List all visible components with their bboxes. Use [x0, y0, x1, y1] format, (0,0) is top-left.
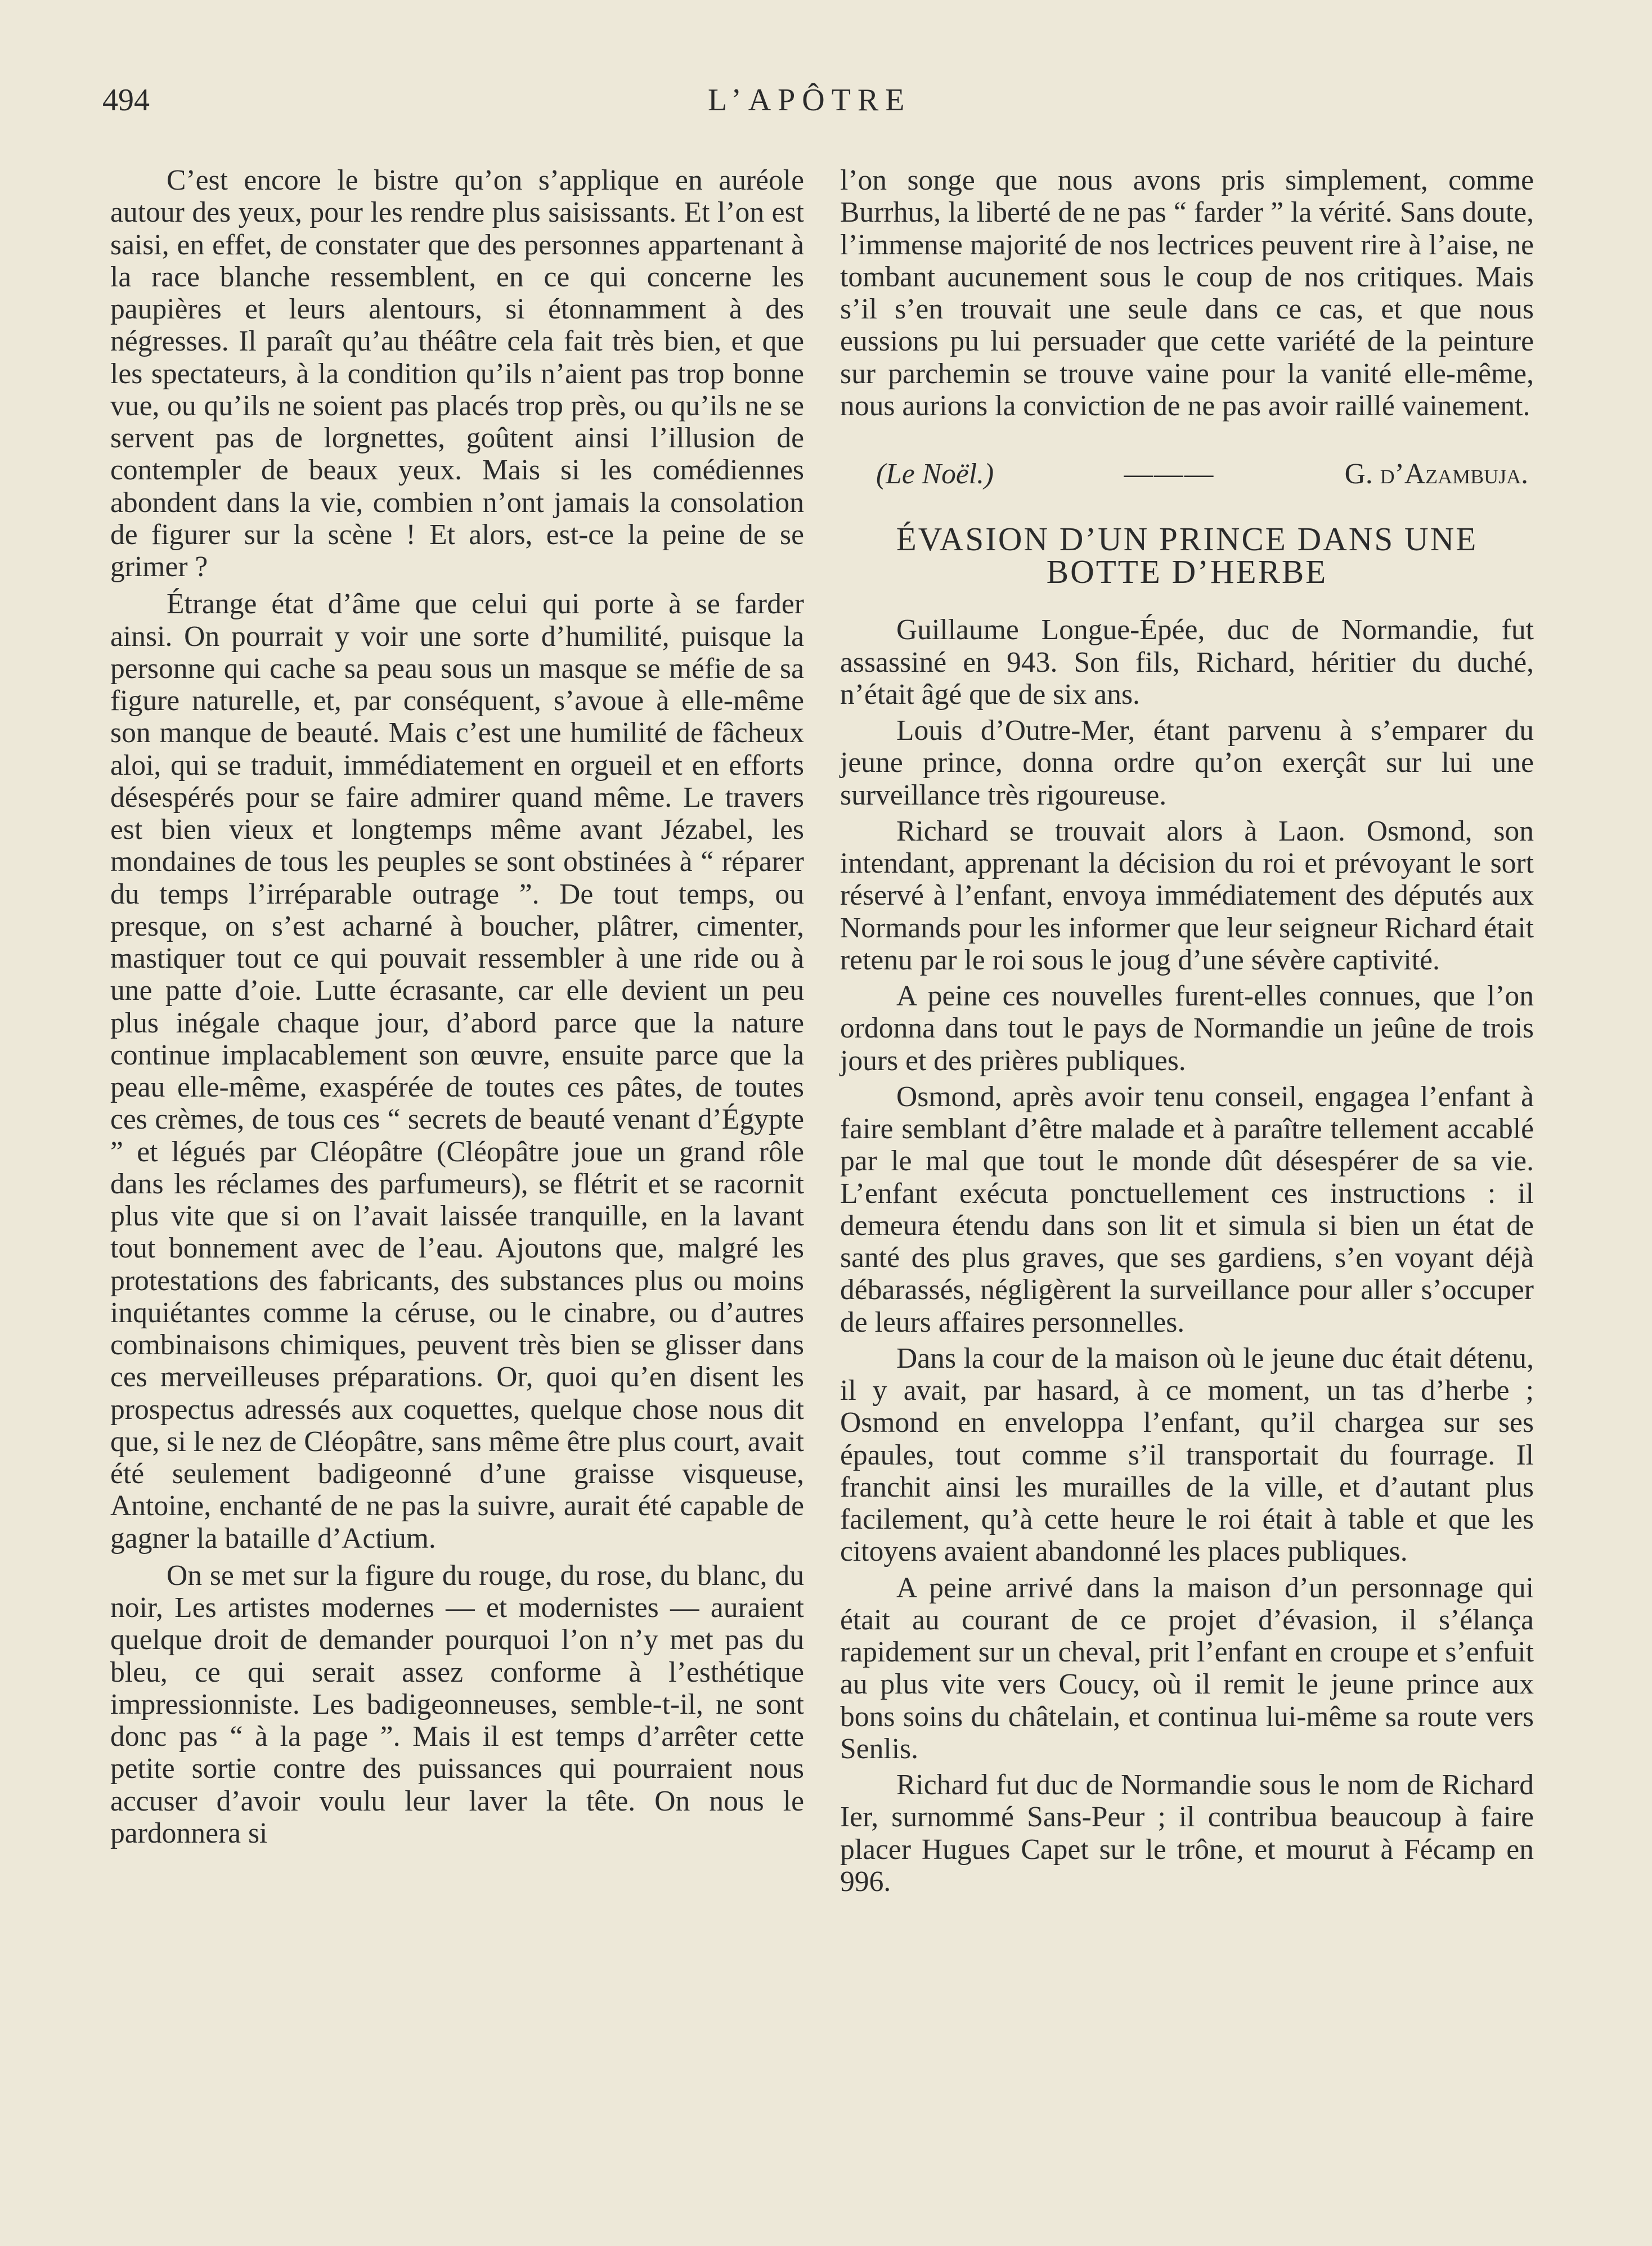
- right-column: [840, 164, 1534, 1898]
- paragraph: Étrange état d’âme que celui qui porte à se farder ainsi. On pourrait y voir une sorte d’humilité, puisque la personne qui cache sa peau sous un masque se méfie de sa figure naturelle, et, par conséquent, s’avoue à elle-même son manque de beauté. Mais c’est une humilité de fâcheux aloi, qui se traduit, immédiatement en orgueil et en efforts désespérés pour se faire admirer quand même. Le travers est bien vieux et longtemps même avant Jézabel, les mondaines de tous les peuples se sont obstinées à “ réparer du temps l’irréparable outrage ”. De tout temps, ou presque, on s’est acharné à boucher, plâtrer, cimenter, mastiquer tout ce qui pouvait ressembler à une ride ou à une patte d’oie. Lutte écrasante, car elle devient un peu plus inégale chaque jour, d’abord parce que la nature continue implacablement son œuvre, ensuite parce que la peau elle-même, exaspérée de toutes ces pâtes, de toutes ces crèmes, de tous ces “ secrets de beauté venant d’Égypte ” et légués par Cléopâtre (Cléopâtre joue un grand rôle dans les réclames des parfumeurs), se flétrit et se racornit plus vite que si on l’avait laissée tranquille, en la lavant tout bonnement avec de l’eau. Ajoutons que, malgré les protestations des fabricants, des substances plus ou moins inquiétantes comme la céruse, ou le cinabre, ou d’autres combinaisons chimiques, peuvent très bien se glisser dans ces merveilleuses préparations. Or, quoi qu’en disent les prospectus adressés aux coquettes, quelque chose nous dit que, si le nez de Cléopâtre, sans même être plus court, avait été seulement badigeonné d’une graisse visqueuse, Antoine, enchanté de ne pas la suivre, aurait été capable de gagner la bataille d’Actium.: [110, 588, 804, 1555]
- paragraph: On se met sur la figure du rouge, du rose, du blanc, du noir, Les artistes modernes — et modernistes — auraient quelque droit de demander pourquoi l’on n’y met pas du bleu, ce qui serait assez conforme à l’esthétique impressionniste. Les badigeonneuses, semble-t-il, ne sont donc pas “ à la page ”. Mais il est temps d’arrêter cette petite sortie contre des puissances qui pourraient nous accuser d’avoir voulu leur laver la tête. On nous le pardonnera si: [110, 1559, 804, 1849]
- paragraph: Louis d’Outre-Mer, étant parvenu à s’emparer du jeune prince, donna ordre qu’on exerçât sur lui une surveillance très rigoureuse.: [840, 715, 1534, 811]
- paragraph: Dans la cour de la maison où le jeune duc était détenu, il y avait, par hasard, à ce moment, un tas d’herbe ; Osmond en enveloppa l’enfant, qu’il chargea sur ses épaules, tout comme s’il transportait du fourrage. Il franchit ainsi les murailles de la ville, et d’autant plus facilement, qu’à cette heure le roi était à table et que les citoyens avaient abandonné les places publiques.: [840, 1342, 1534, 1568]
- article-title: [840, 520, 1534, 591]
- left-column: [110, 164, 804, 1849]
- article-title-line: ÉVASION D’UN PRINCE DANS UNE: [896, 520, 1478, 558]
- paragraph: Osmond, après avoir tenu conseil, engagea l’enfant à faire semblant d’être malade et à paraître tellement accablé par le mal que tout le monde dût désespérer de sa vie. L’enfant exécuta ponctuellement ces instructions : il demeura étendu dans son lit et simula si bien un état de santé des plus graves, que ses gardiens, s’en voyant déjà débarassés, négligèrent la surveillance pour aller s’occuper de leurs affaires personnelles.: [840, 1080, 1534, 1338]
- source-credit: (Le Noël.): [876, 458, 994, 490]
- author-initial: G.: [1344, 458, 1380, 490]
- paragraph: C’est encore le bistre qu’on s’applique en auréole autour des yeux, pour les rendre plus saisissants. Et l’on est saisi, en effet, de constater que des personnes appartenant à la race blanche ressemblent, en ce qui concerne les paupières et leurs alentours, si étonnamment à des négresses. Il paraît qu’au théâtre cela fait très bien, et que les spectateurs, à la condition qu’ils n’aient pas trop bonne vue, ou qu’ils ne soient pas placés trop près, ou qu’ils ne se servent pas de lorgnettes, goûtent ainsi l’illusion de contempler de beaux yeux. Mais si les comédiennes abondent dans la vie, combien n’ont jamais la consolation de figurer sur la scène ! Et alors, est-ce la peine de se grimer ?: [110, 164, 804, 583]
- signature-dash: ———: [1124, 458, 1215, 490]
- paragraph: Richard se trouvait alors à Laon. Osmond, son intendant, apprenant la décision du roi et prévoyant le sort réservé à l’enfant, envoya immédiatement des députés aux Normands pour les informer que leur seigneur Richard était retenu par le roi sous le joug d’une sévère captivité.: [840, 815, 1534, 976]
- author-surname: d’Azambuja.: [1380, 458, 1528, 490]
- paragraph: A peine arrivé dans la maison d’un personnage qui était au courant de ce projet d’évasion, il s’élança rapidement sur un cheval, prit l’enfant en croupe et s’enfuit au plus vite vers Coucy, où il remit le jeune prince aux bons soins du châtelain, et continua lui-même sa route vers Senlis.: [840, 1571, 1534, 1765]
- paragraph: Guillaume Longue-Épée, duc de Normandie, fut assassiné en 943. Son fils, Richard, héritier du duché, n’était âgé que de six ans.: [840, 614, 1534, 711]
- continued-paragraph: l’on songe que nous avons pris simplement, comme Burrhus, la liberté de ne pas “ farder ” la vérité. Sans doute, l’immense majorité de nos lectrices peuvent rire à l’aise, ne tombant aucunement sous le coup de nos critiques. Mais s’il s’en trouvait une seule dans ce cas, et que nous eussions pu lui persuader que cette variété de la peinture sur parchemin se trouve vaine pour la vanité elle-même, nous aurions la conviction de ne pas avoir raillé vainement.: [840, 164, 1534, 422]
- page-number: 494: [102, 83, 150, 118]
- paragraph: Richard fut duc de Normandie sous le nom de Richard Ier, surnommé Sans-Peur ; il contribua beaucoup à faire placer Hugues Capet sur le trône, et mourut à Fécamp en 996.: [840, 1769, 1534, 1898]
- author-name: [1345, 458, 1528, 490]
- paragraph: A peine ces nouvelles furent-elles connues, que l’on ordonna dans tout le pays de Normandie un jeûne de trois jours et des prières publiques.: [840, 980, 1534, 1077]
- running-title: L’APÔTRE: [708, 83, 912, 118]
- article-title-line: BOTTE D’HERBE: [1046, 553, 1328, 591]
- article-signature: [840, 458, 1534, 490]
